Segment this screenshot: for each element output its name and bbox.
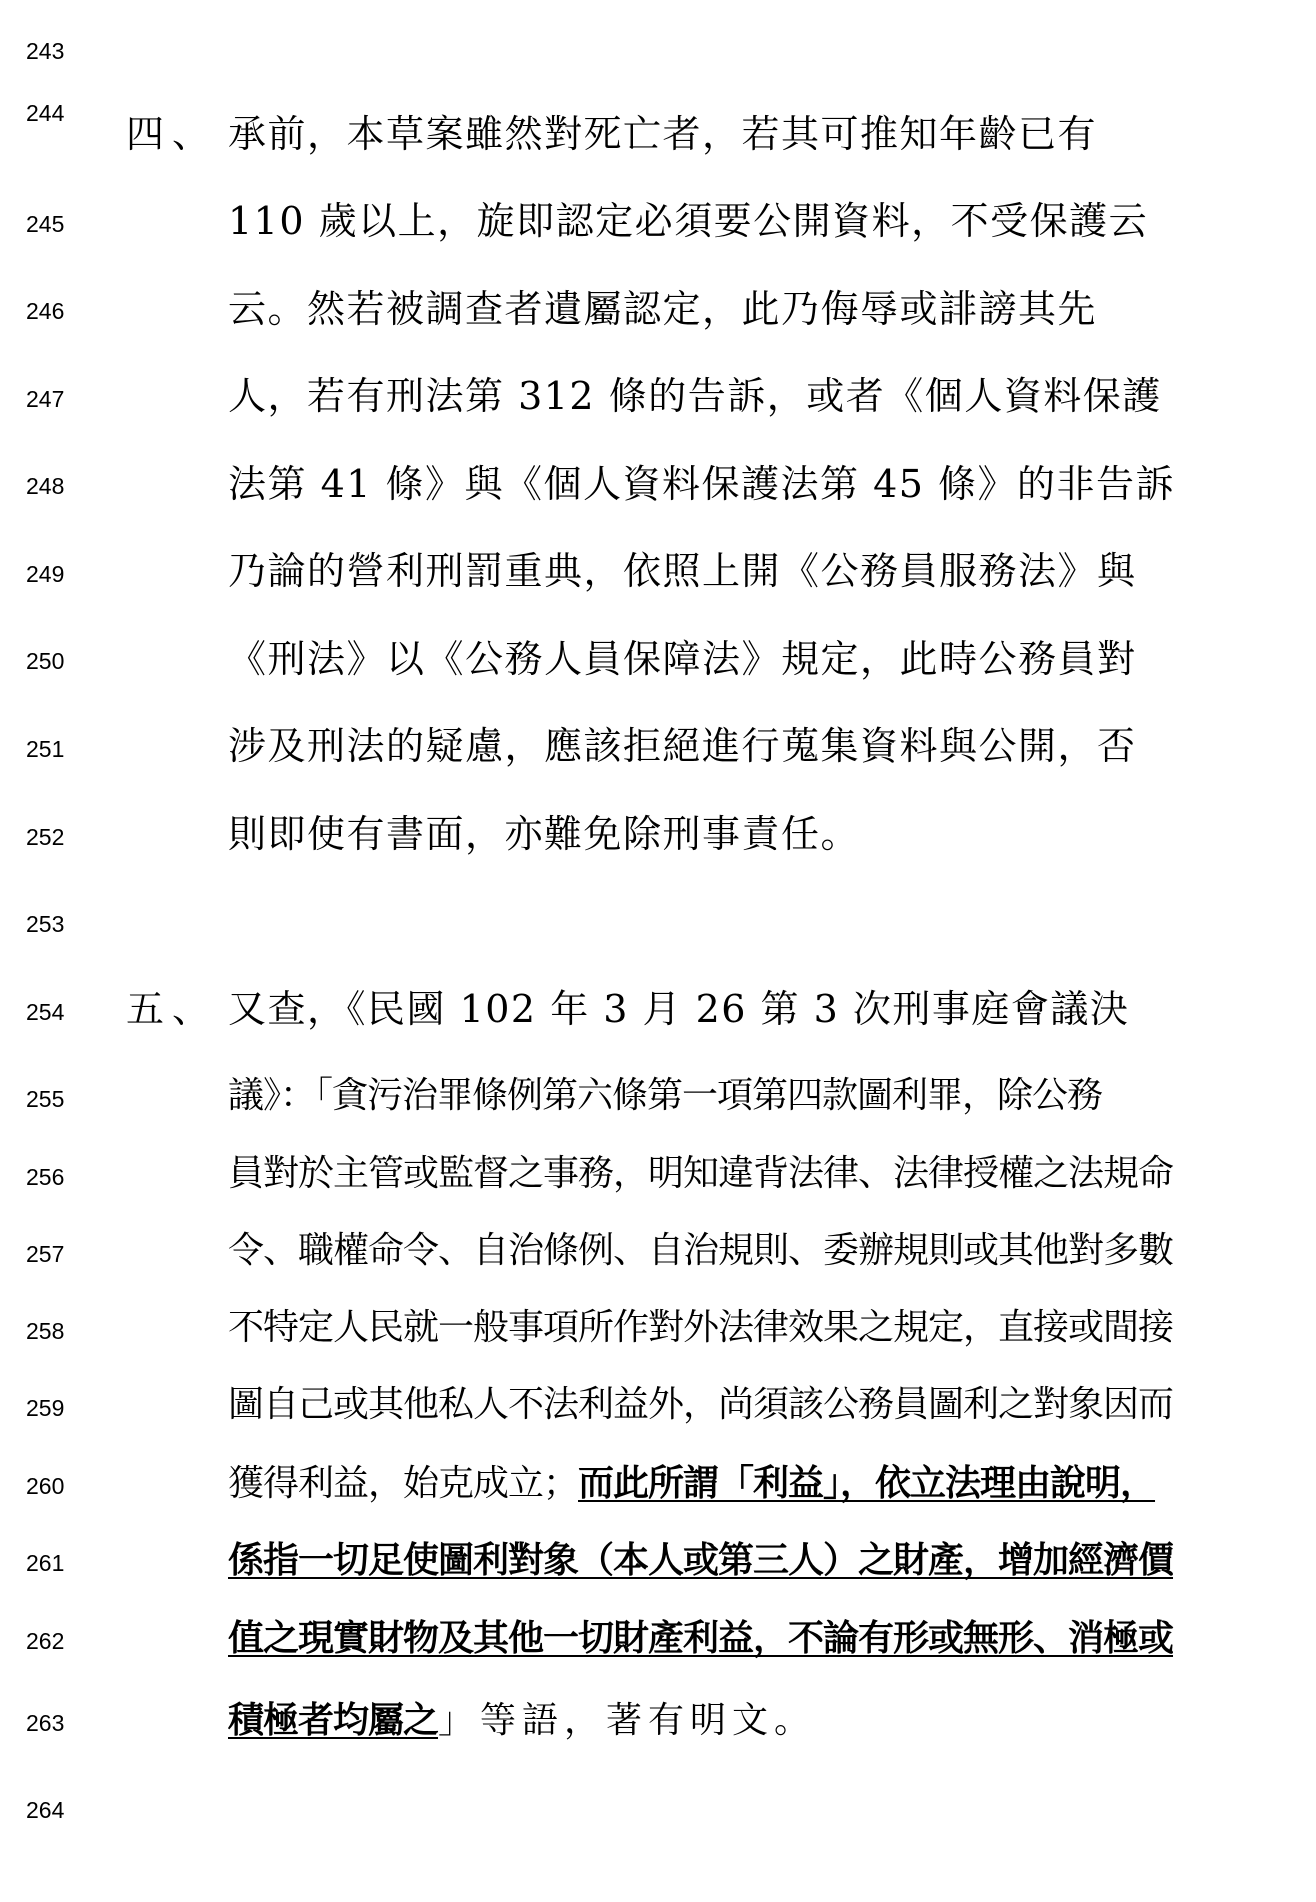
quote-line [228,1616,1173,1661]
line-number: 255 [26,1086,65,1112]
paragraph-line: 則即使有書面，亦難免除刑事責任。 [228,812,861,856]
quote-text: 令、職權命令、自治條例、自治規則、委辦規則或其他對多數 [228,1230,1174,1271]
line-number: 259 [26,1395,65,1421]
line-number: 244 [26,100,65,126]
line-number: 253 [26,911,65,937]
line-number: 263 [26,1710,65,1736]
line-number: 261 [26,1550,65,1576]
quote-text: 議》：「貪污治罪條例第六條第一項第四款圖利罪，除公務 [228,1075,1103,1116]
paragraph-line: 承前，本草案雖然對死亡者，若其可推知年齡已有 [228,112,1098,156]
line-number: 257 [26,1241,65,1267]
section-marker-5: 五、 [126,987,219,1031]
paragraph-line: 又查，《民國 102 年 3 月 26 第 3 次刑事庭會議決 [228,987,1130,1031]
emphasized-text: 係指一切足使圖利對象（本人或第三人）之財產，增加經濟價 [228,1539,1174,1581]
emphasized-text: 而此所謂「利益」，依立法理由說明， [578,1462,1156,1504]
emphasized-text: 積極者均屬之 [228,1699,439,1741]
quote-line [228,1306,1173,1350]
line-number: 264 [26,1797,65,1823]
quote-line [228,1383,1173,1427]
line-number: 248 [26,473,65,499]
closing-text: 」等語，著有明文。 [438,1700,817,1741]
line-number: 250 [26,648,65,674]
quote-line [228,1538,1173,1583]
line-number: 249 [26,561,65,587]
paragraph-line: 110 歲以上，旋即認定必須要公開資料，不受保護云 [228,199,1149,243]
paragraph-line: 涉及刑法的疑慮，應該拒絕進行蒐集資料與公開，否 [228,724,1137,768]
paragraph-line: 乃論的營利刑罰重典，依照上開《公務員服務法》與 [228,549,1137,593]
line-number: 256 [26,1164,65,1190]
line-number: 245 [26,211,65,237]
line-number: 251 [26,736,65,762]
quote-line [228,1229,1173,1273]
emphasized-text: 值之現實財物及其他一切財產利益，不論有形或無形、消極或 [228,1617,1174,1659]
line-number: 246 [26,298,65,324]
quote-line [228,1698,816,1743]
line-number: 260 [26,1473,65,1499]
paragraph-line: 人，若有刑法第 312 條的告訴，或者《個人資料保護 [228,374,1162,418]
quote-text: 員對於主管或監督之事務，明知違背法律、法律授權之法規命 [228,1153,1174,1194]
paragraph-line: 法第 41 條》與《個人資料保護法第 45 條》的非告訴 [228,462,1176,506]
quote-line [228,1152,1173,1196]
section-marker-4: 四、 [126,112,219,156]
quote-text: 獲得利益，始克成立； [228,1463,579,1504]
quote-text: 不特定人民就一般事項所作對外法律效果之規定，直接或間接 [228,1307,1174,1348]
line-number: 258 [26,1318,65,1344]
line-number: 254 [26,999,65,1025]
line-number: 252 [26,824,65,850]
line-number: 247 [26,386,65,412]
paragraph-line: 《刑法》以《公務人員保障法》規定，此時公務員對 [228,637,1137,681]
line-number: 243 [26,38,65,64]
quote-text: 圖自己或其他私人不法利益外，尚須該公務員圖利之對象因而 [228,1384,1174,1425]
paragraph-line: 云。然若被調查者遺屬認定，此乃侮辱或誹謗其先 [228,287,1098,331]
quote-line [228,1461,1155,1506]
quote-line [228,1074,1102,1118]
line-number: 262 [26,1628,65,1654]
